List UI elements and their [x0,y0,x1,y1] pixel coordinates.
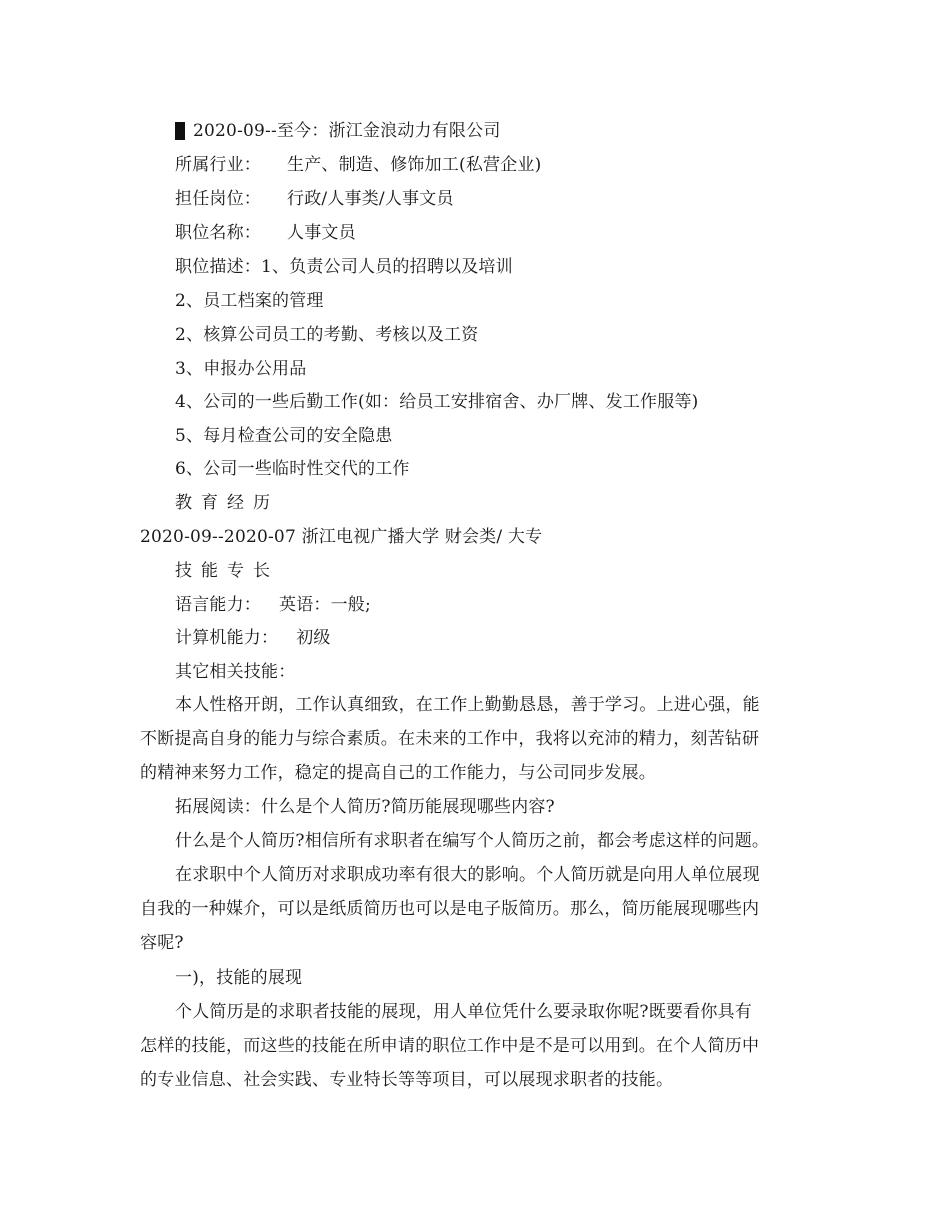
duty-item: 2、员工档案的管理 [175,291,324,311]
post-value: 行政/人事类/人事文员 [287,189,454,209]
computer-value: 初级 [296,628,331,648]
language-label: 语言能力： [175,595,261,615]
computer-label: 计算机能力： [175,628,279,648]
computer-row [175,627,331,649]
paragraph-line: 在求职中个人简历对求职成功率有很大的影响。个人简历就是向用人单位展现 [175,865,760,885]
education-heading: 教育经历 [175,493,279,513]
paragraph-line: 什么是个人简历?相信所有求职者在编写个人简历之前，都会考虑这样的问题。 [175,831,770,851]
bullet-marker [175,122,185,140]
industry-label: 所属行业： [175,155,261,175]
other-skills-label: 其它相关技能： [175,662,296,682]
skills-heading: 技能专长 [175,561,279,581]
education-entry: 2020-09--2020-07 浙江电视广播大学 财会类/ 大专 [140,527,543,547]
post-row [175,188,454,210]
job-description: 职位描述：1、负责公司人员的招聘以及培训 [175,257,513,277]
paragraph-line: 个人简历是的求职者技能的展现，用人单位凭什么要录取你呢?既要看你具有 [175,1002,752,1022]
section-heading: 一)，技能的展现 [175,968,303,988]
duty-item: 2、核算公司员工的考勤、考核以及工资 [175,325,479,345]
language-value: 英语：一般; [279,595,371,615]
paragraph-line: 的专业信息、社会实践、专业特长等等项目，可以展现求职者的技能。 [140,1070,674,1090]
paragraph-line: 自我的一种媒介，可以是纸质简历也可以是电子版简历。那么，简历能展现哪些内 [140,899,760,919]
title-row [175,222,356,244]
self-evaluation-line: 本人性格开朗，工作认真细致，在工作上勤勤恳恳，善于学习。上进心强，能 [175,695,760,715]
duty-item: 5、每月检查公司的安全隐患 [175,426,393,446]
job-period-company: 2020-09--至今：浙江金浪动力有限公司 [193,121,501,141]
industry-value: 生产、制造、修饰加工(私营企业) [287,155,542,175]
extended-reading-title: 拓展阅读：什么是个人简历?简历能展现哪些内容? [175,797,555,817]
duty-item: 3、申报办公用品 [175,359,307,379]
paragraph-line: 怎样的技能，而这些的技能在所申请的职位工作中是不是可以用到。在个人简历中 [140,1036,760,1056]
self-evaluation-line: 不断提高自身的能力与综合素质。在未来的工作中，我将以充沛的精力，刻苦钻研 [140,729,760,749]
self-evaluation-line: 的精神来努力工作，稳定的提高自己的工作能力，与公司同步发展。 [140,763,656,783]
title-label: 职位名称： [175,223,261,243]
post-label: 担任岗位： [175,189,261,209]
language-row [175,594,371,616]
paragraph-line: 容呢? [140,933,184,953]
duty-item: 4、公司的一些后勤工作(如：给员工安排宿舍、办厂牌、发工作服等) [175,392,699,412]
industry-row [175,154,541,176]
duty-item: 6、公司一些临时性交代的工作 [175,459,410,479]
title-value: 人事文员 [287,223,356,243]
